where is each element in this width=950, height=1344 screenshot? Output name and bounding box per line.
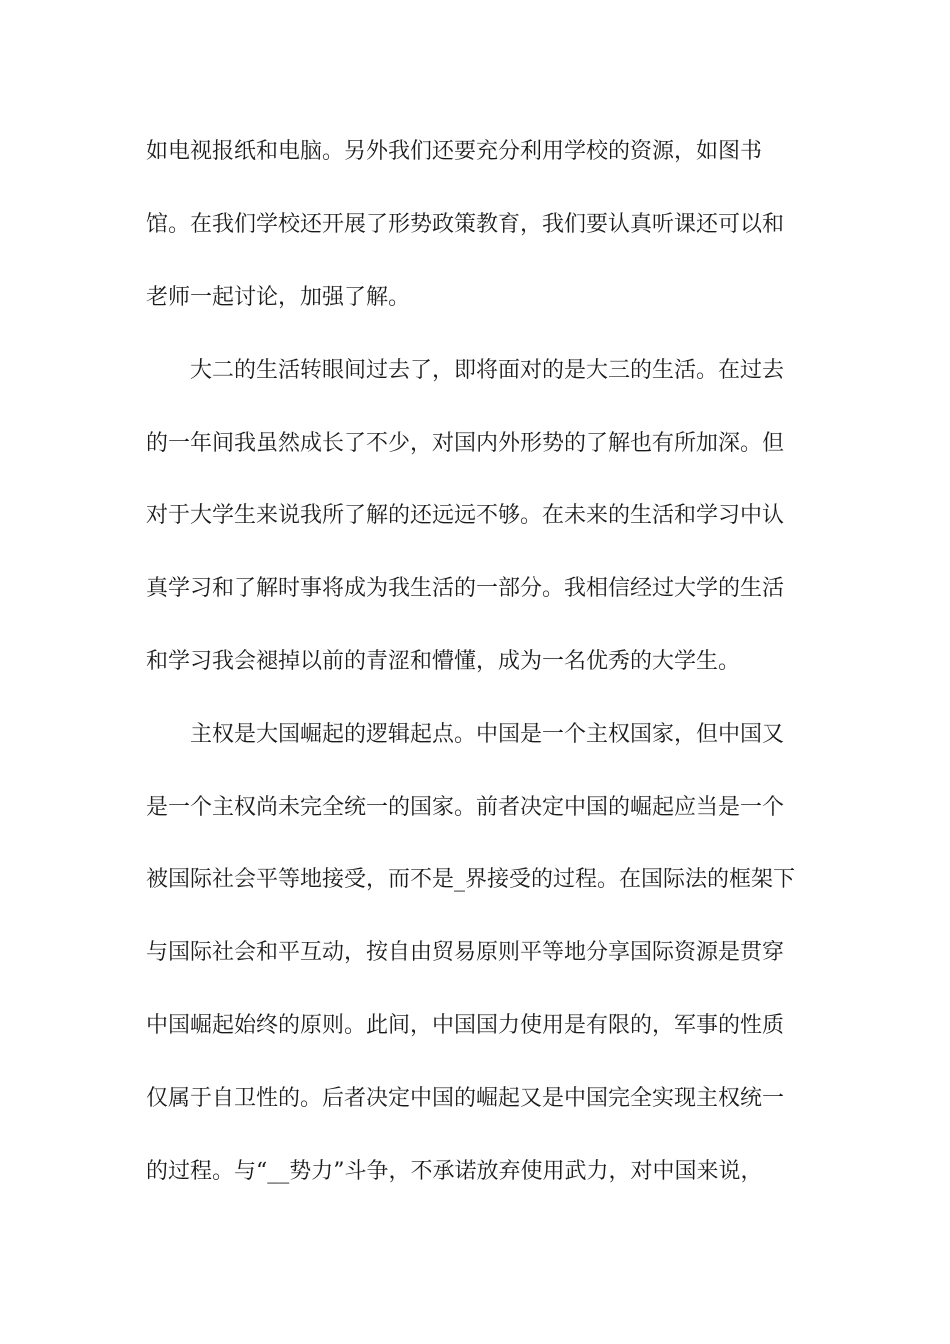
paragraph-line: 对于大学生来说我所了解的还远远不够。在未来的生活和学习中认 [146, 503, 785, 528]
paragraph-line: 被国际社会平等地接受，而不是_界接受的过程。在国际法的框架下 [146, 867, 796, 892]
paragraph-line: 老师一起讨论，加强了解。 [146, 285, 411, 310]
paragraph-line: 和学习我会褪掉以前的青涩和懵懂，成为一名优秀的大学生。 [146, 649, 741, 674]
paragraph-line: 馆。在我们学校还开展了形势政策教育，我们要认真听课还可以和 [146, 212, 785, 237]
paragraph-line: 的过程。与“__势力”斗争，不承诺放弃使用武力，对中国来说， [146, 1159, 763, 1184]
paragraph-line: 大二的生活转眼间过去了，即将面对的是大三的生活。在过去 [190, 358, 785, 383]
paragraph-line: 仅属于自卫性的。后者决定中国的崛起又是中国完全实现主权统一 [146, 1086, 785, 1111]
paragraph-line: 中国崛起始终的原则。此间，中国国力使用是有限的，军事的性质 [146, 1013, 785, 1038]
paragraph-line: 主权是大国崛起的逻辑起点。中国是一个主权国家，但中国又 [190, 722, 785, 747]
paragraph-line: 是一个主权尚未完全统一的国家。前者决定中国的崛起应当是一个 [146, 795, 785, 820]
paragraph-line: 与国际社会和平互动，按自由贸易原则平等地分享国际资源是贯穿 [146, 940, 785, 965]
paragraph-line: 的一年间我虽然成长了不少，对国内外形势的了解也有所加深。但 [146, 431, 785, 456]
paragraph-line: 如电视报纸和电脑。另外我们还要充分利用学校的资源，如图书 [146, 139, 763, 164]
paragraph-line: 真学习和了解时事将成为我生活的一部分。我相信经过大学的生活 [146, 576, 785, 601]
